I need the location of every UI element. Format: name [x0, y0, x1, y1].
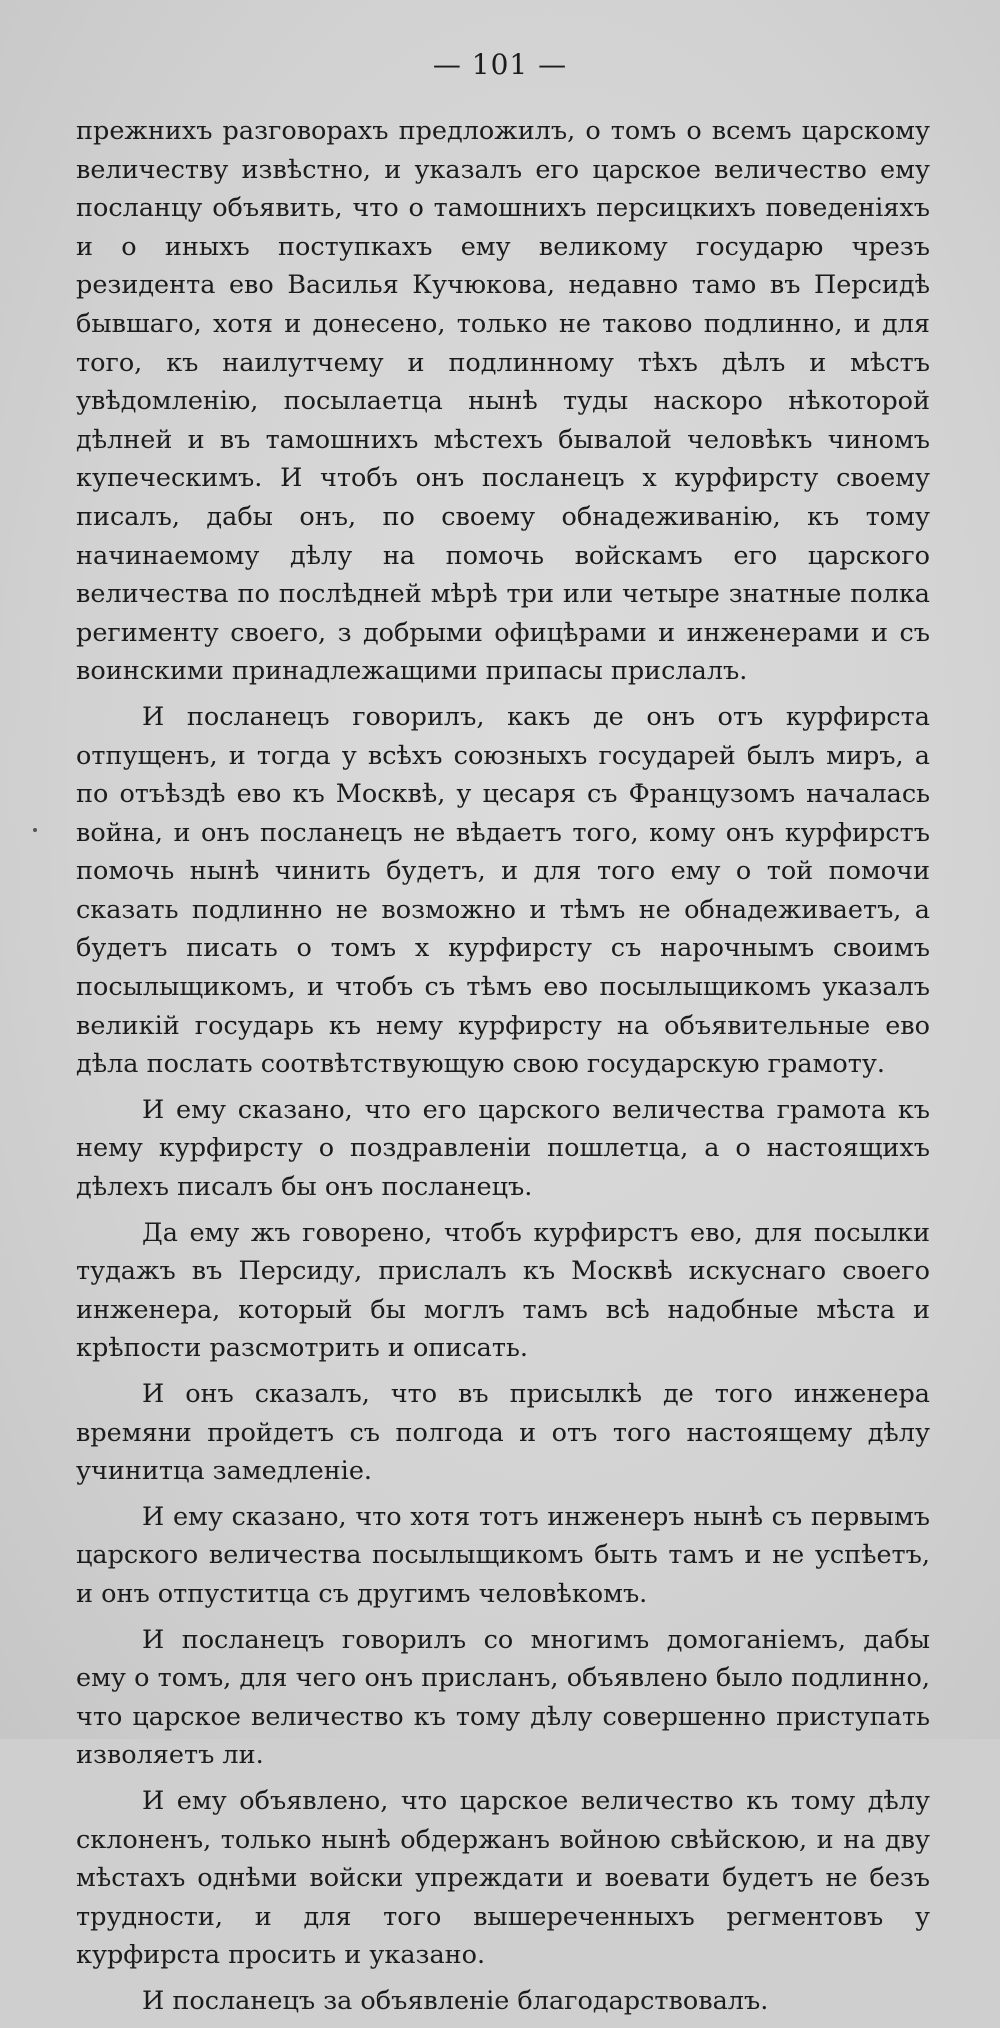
paragraph: Да ему жъ говорено, чтобъ курфирстъ ево, для посылки тудажъ въ Персиду, прислалъ къ Москвѣ искуснаго своего инженера, который бы моглъ тамъ всѣ надобные мѣста и крѣпости разсмотрить и описать. — [76, 1217, 930, 1364]
body-text — [76, 112, 930, 2028]
paragraph: И ему объявлено, что царское величество къ тому дѣлу склоненъ, только нынѣ обдержанъ войною свѣйскою, и на дву мѣстахъ однѣми войски упреждати и воевати будетъ не безъ трудности, и для того вышереченныхъ регментовъ у курфирста просить и указано. — [76, 1785, 930, 1971]
paragraph: И посланецъ за объявленіе благодарствовалъ. — [142, 1985, 769, 2016]
page-number: — 101 — — [432, 48, 568, 81]
margin-speck — [33, 828, 37, 832]
paragraph: прежнихъ разговорахъ предложилъ, о томъ о всемъ царскому величеству извѣстно, и указалъ его царское величество ему посланцу объявить, что о тамошнихъ персицкихъ поведеніяхъ и о иныхъ поступкахъ ему великому государю чрезъ резидента ево Василья Кучюкова, недавно тамо въ Персидѣ бывшаго, хотя и донесено, только не таково подлинно, и для того, къ наилутчему и подлинному тѣхъ дѣлъ и мѣстъ увѣдомленію, посылаетца нынѣ туды наскоро нѣкоторой дѣлней и въ тамошнихъ мѣстехъ бывалой человѣкъ чиномъ купеческимъ. И чтобъ онъ посланецъ х курфирсту своему писалъ, дабы онъ, по своему обнадеживанію, къ тому начинаемому дѣлу на помочь войскамъ его царского величества по послѣдней мѣрѣ три или четыре знатные полка регименту своего, з добрыми офицѣрами и инженерами и съ воинскими принадлежащими припасы прислалъ. — [76, 116, 930, 687]
paragraph: И посланецъ говорилъ, какъ де онъ отъ курфирста отпущенъ, и тогда у всѣхъ союзныхъ государей былъ миръ, а по отъѣздѣ ево къ Москвѣ, у цесаря съ Французомъ началась война, и онъ посланецъ не вѣдаетъ того, кому онъ курфирстъ помочь нынѣ чинить будетъ, и для того ему о той помочи сказать подлинно не возможно и тѣмъ не обнадеживаетъ, а будетъ писать о томъ х курфирсту съ нарочнымъ своимъ посылыщикомъ, и чтобъ съ тѣмъ ево посылыщикомъ указалъ великій государь къ нему курфирсту на объявительные ево дѣла послать соотвѣтствующую свою государскую грамоту. — [76, 701, 930, 1080]
paragraph: И ему сказано, что его царского величества грамота къ нему курфирсту о поздравленіи пошлетца, а о настоящихъ дѣлехъ писалъ бы онъ посланецъ. — [76, 1094, 930, 1203]
paragraph: И ему сказано, что хотя тотъ инженеръ нынѣ съ первымъ царского величества посылыщикомъ быть тамъ и не успѣетъ, и онъ отпуститца съ другимъ человѣкомъ. — [76, 1501, 930, 1609]
paragraph: И посланецъ говорилъ со многимъ домоганіемъ, дабы ему о томъ, для чего онъ присланъ, объявлено было подлинно, что царское величество къ тому дѣлу совершенно приступать изволяетъ ли. — [76, 1624, 930, 1771]
paragraph: И онъ сказалъ, что въ присылкѣ де того инженера времяни пройдетъ съ полгода и отъ того настоящему дѣлу учинитца замедленіе. — [76, 1379, 930, 1487]
